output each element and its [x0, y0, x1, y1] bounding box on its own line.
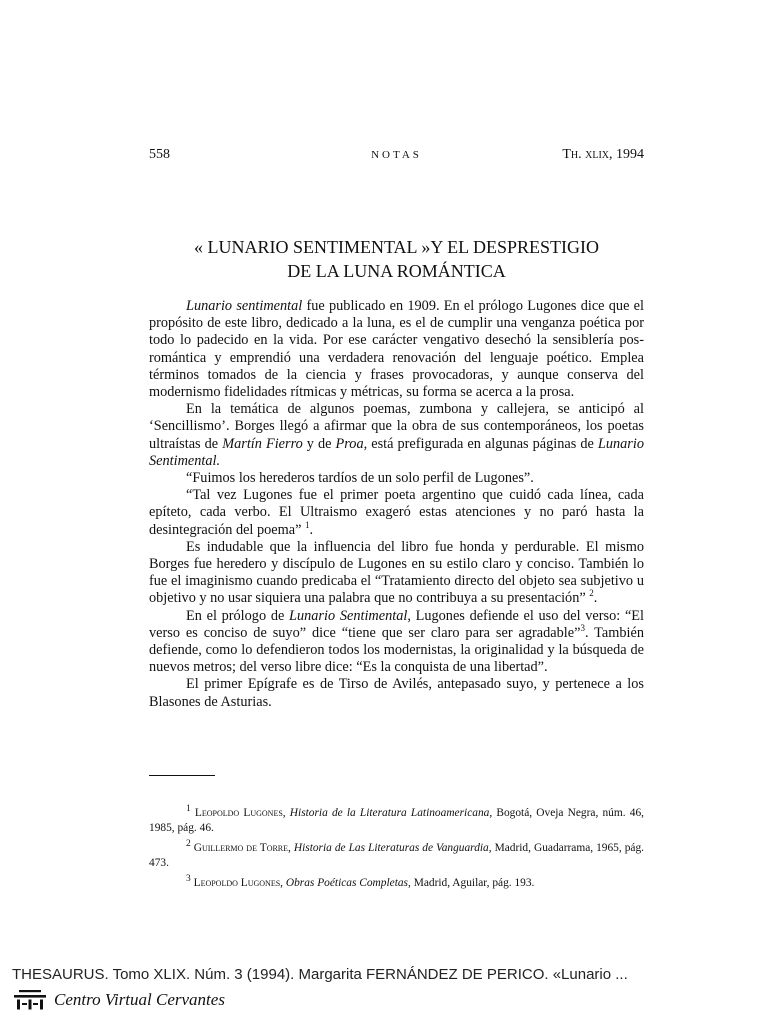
paragraph-5	[149, 539, 644, 608]
footnote-1	[149, 802, 644, 837]
paragraph-1	[149, 298, 644, 401]
italic-title: Lunario Sentimental	[289, 607, 408, 624]
paragraph-text: Es indudable que la influencia del libro fue honda y perdurable. El mismo Borges fue heredero y discípulo de Lugones en su estilo claro y conciso. También lo fue el imaginismo cuando predicaba el “Tratamiento directo del objeto sea subjetivo u objetivo y no usar siquiera una palabra que no contribuya a su presentación”	[149, 538, 644, 607]
footnote-work: Historia de la Literatura Latinoamericana	[289, 806, 490, 819]
footnote-ref-3[interactable]: 3	[580, 623, 585, 634]
footnote-mark: 1	[186, 804, 191, 814]
paragraph-text: “Tal vez Lugones fue el primer poeta argentino que cuidó cada línea, cada epíteto, cada verbo. El Ultraismo exageró estas atenciones y no paró hasta la desintegración del poema”	[149, 487, 644, 538]
italic-title: Martín Fierro	[222, 435, 303, 452]
journal-reference: Th. xlix, 1994	[562, 147, 644, 162]
footnote-work: Historia de Las Literaturas de Vanguardia	[293, 841, 489, 854]
paragraph-text: fue publicado en 1909. En el prólogo Lugones dice que el propósito de este libro, dedicado a la luna, es el de cumplir una venganza poética por todo lo padecido en la vida. Por ese carácter vengativo desechó la sensiblería pos-romántica y emprendió una verdadera renovación del lenguaje poético. Emplea términos tomados de la ciencia y frases provocadoras, y aunque conserva del modernismo fidelidades rítmicas y métricas, su forma se acerca a la prosa.	[149, 298, 644, 401]
footnote-mark: 2	[186, 838, 191, 849]
paragraph-4	[149, 487, 644, 539]
running-head	[149, 147, 644, 167]
article-body	[149, 298, 644, 711]
cvc-logo-icon	[12, 989, 48, 1011]
footnote-work: Obras Poéticas Completas	[285, 876, 408, 889]
footnote-rest: , Madrid, Aguilar, pág. 193.	[408, 876, 535, 889]
paragraph-text: En el prólogo de	[186, 607, 290, 624]
footnote-ref-1[interactable]: 1	[305, 519, 310, 530]
paragraph-text: , Lugones defiende el uso del verso: “El verso es conciso de suyo” dice “tiene que ser claro para ser agradable”	[149, 607, 644, 641]
footnote-sep: ,	[282, 806, 290, 819]
footnote-divider	[149, 775, 215, 776]
footnotes	[149, 802, 644, 891]
footnote-mark: 3	[186, 873, 191, 884]
paragraph-text: .	[309, 521, 314, 538]
paragraph-7: El primer Epígrafe es de Tirso de Avilés, antepasado suyo, y pertenece a los Blasones de Asturias.	[149, 676, 644, 710]
citation-link[interactable]: THESAURUS. Tomo XLIX. Núm. 3 (1994). Margarita FERNÁNDEZ DE PERICO. «Lunario ...	[12, 966, 628, 983]
cvc-brand[interactable]	[12, 988, 225, 1012]
cvc-brand-name: Centro Virtual Cervantes	[54, 990, 225, 1009]
paragraph-text: , está prefigurada en algunas páginas de	[363, 435, 598, 452]
article-title	[149, 235, 644, 283]
page-number: 558	[149, 147, 170, 162]
italic-title: Proa	[335, 435, 364, 452]
paragraph-text: . También defiende, como lo defendieron todos los modernistas, la originalidad y la búsqueda de nuevos metros; del verso libre dice: “Es la conquista de una libertad”.	[149, 624, 644, 676]
title-line-1: « LUNARIO SENTIMENTAL »Y EL DESPRESTIGIO	[193, 237, 600, 257]
footnote-author: Leopoldo Lugones	[193, 876, 281, 889]
italic-title: Lunario Sentimental.	[149, 435, 644, 469]
paragraph-text: .	[593, 590, 598, 607]
paragraph-6	[149, 608, 644, 677]
footnote-2	[149, 837, 644, 872]
paragraph-text: En la temática de algunos poemas, zumbona y callejera, se anticipó al ‘Sencillismo’. Borges llegó a afirmar que la obra de sus contemporáneos, los poetas ultraístas de	[149, 401, 644, 452]
footnote-sep: ,	[280, 876, 286, 889]
footnote-rest: , Bogotá, Oveja Negra, núm. 46, 1985, pág. 46.	[149, 806, 644, 835]
paragraph-2	[149, 401, 644, 470]
paragraph-text: y de	[302, 435, 336, 452]
section-label: NOTAS	[371, 149, 422, 161]
italic-lead: Lunario sentimental	[186, 298, 303, 314]
footnote-author: Guillermo de Torre	[193, 841, 289, 854]
footnote-3	[149, 872, 644, 891]
footnote-sep: ,	[288, 841, 294, 854]
title-line-2: DE LA LUNA ROMÁNTICA	[287, 261, 506, 281]
viewer-footer	[0, 960, 768, 1024]
paragraph-3: “Fuimos los herederos tardíos de un solo perfil de Lugones”.	[186, 470, 534, 487]
footnote-ref-2[interactable]: 2	[589, 588, 594, 599]
footnote-rest: , Madrid, Guadarrama, 1965, pág. 473.	[149, 841, 644, 870]
footnote-author: Leopoldo Lugones	[194, 806, 283, 819]
